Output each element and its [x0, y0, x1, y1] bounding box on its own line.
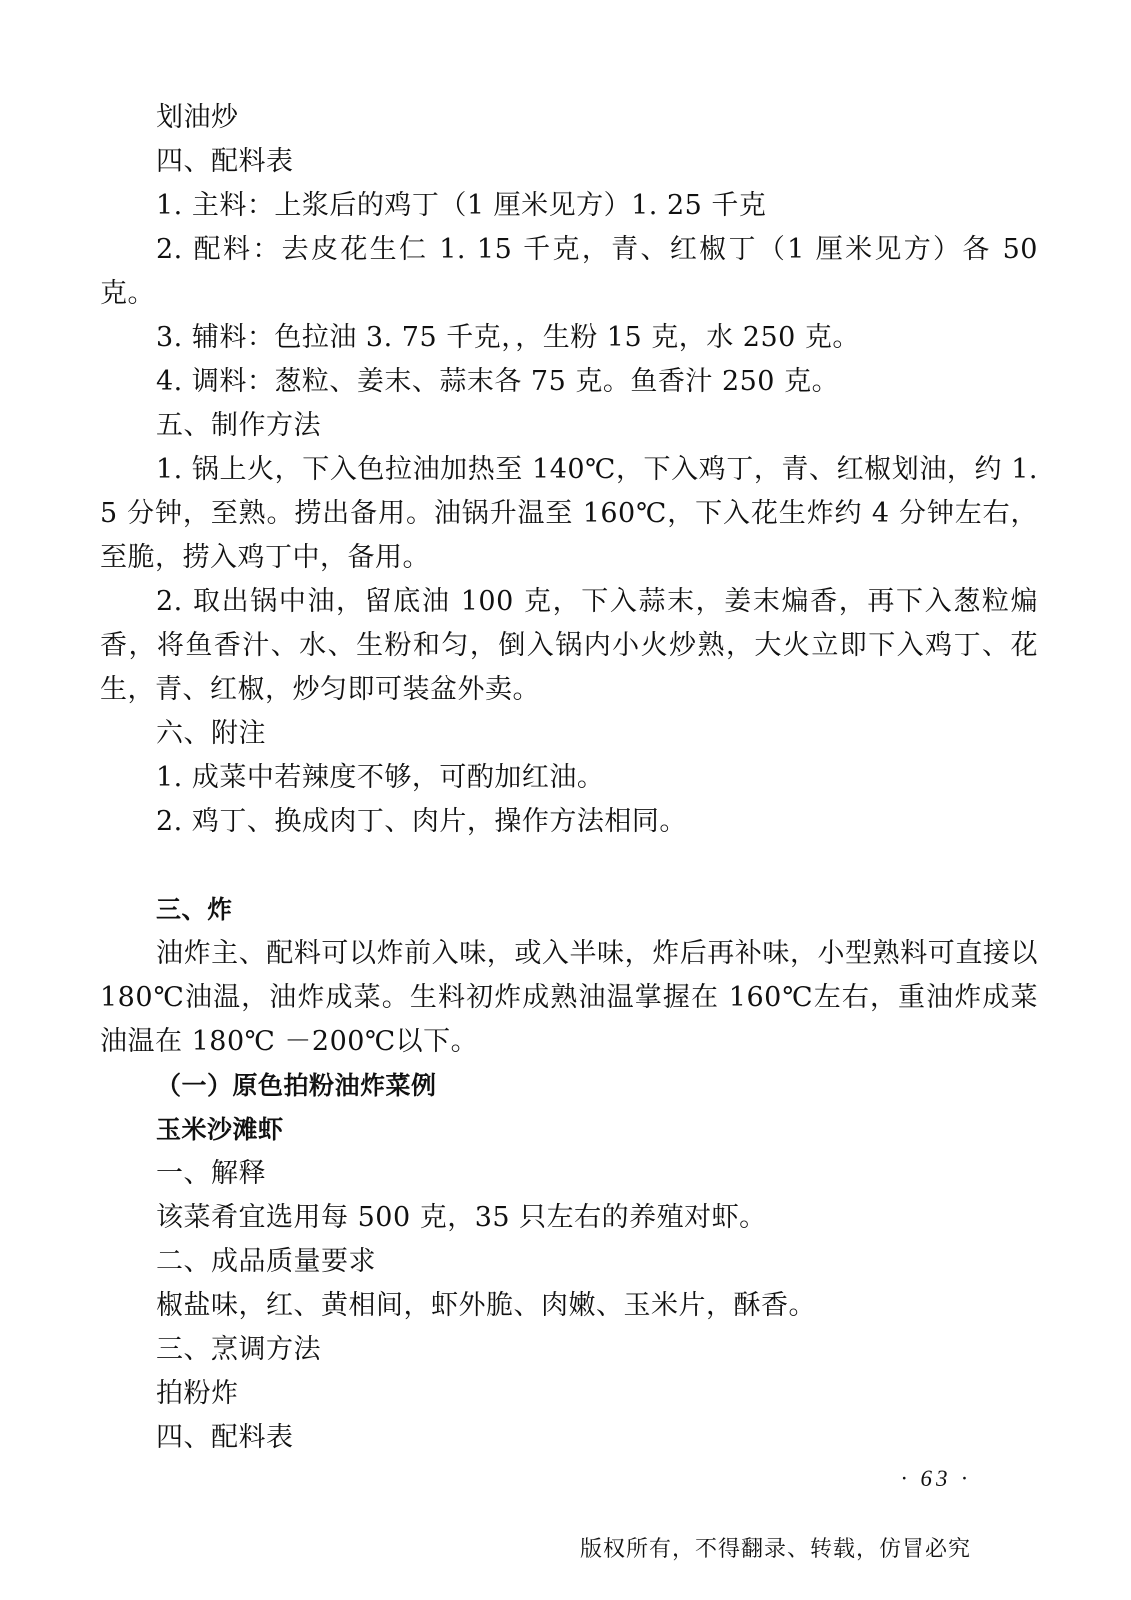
auxiliary-ingredient: 3. 辅料：色拉油 3. 75 千克，，生粉 15 克，水 250 克。: [156, 322, 860, 353]
note-2: 2. 鸡丁、换成肉丁、肉片，操作方法相同。: [156, 806, 687, 837]
secondary-ingredient: 2. 配料：去皮花生仁 1. 15 千克，青、红椒丁（1 厘米见方）各 50 克。: [100, 234, 1038, 309]
copyright-notice: 版权所有，不得翻录、转载，仿冒必究: [579, 1537, 971, 1562]
quality-text: 椒盐味，红、黄相间，虾外脆、肉嫩、玉米片，酥香。: [156, 1290, 816, 1321]
notes-heading: 六、附注: [156, 718, 266, 749]
note-1: 1. 成菜中若辣度不够，可酌加红油。: [156, 762, 605, 793]
ingredients-heading-2: 四、配料表: [156, 1422, 294, 1453]
method-step-1: 1. 锅上火，下入色拉油加热至 140℃，下入鸡丁，青、红椒划油，约 1. 5 分钟，至熟。捞出备用。油锅升温至 160℃，下入花生炸约 4 分钟左右，至脆，捞入鸡丁中，备用。: [100, 454, 1038, 573]
page-number: · 63 ·: [901, 1466, 971, 1491]
main-ingredient: 1. 主料：上浆后的鸡丁（1 厘米见方）1. 25 千克: [156, 190, 767, 221]
section-spacer: [100, 844, 1038, 888]
method-step-2: 2. 取出锅中油，留底油 100 克，下入蒜末，姜末煸香，再下入葱粒煸香，将鱼香汁、水、生粉和匀，倒入锅内小火炒熟，大火立即下入鸡丁、花生，青、红椒，炒匀即可装盆外卖。: [100, 586, 1038, 705]
section-heading-frying: 三、炸: [156, 895, 233, 924]
explain-heading: 一、解释: [156, 1158, 266, 1189]
quality-heading: 二、成品质量要求: [156, 1246, 376, 1277]
frying-intro: 油炸主、配料可以炸前入味，或入半味，炸后再补味，小型熟料可直接以 180℃油温，油炸成菜。生料初炸成熟油温掌握在 160℃左右，重油炸成菜油温在 180℃ －200℃以下。: [100, 938, 1038, 1057]
cooking-method: 拍粉炸: [156, 1378, 239, 1409]
seasoning: 4. 调料：葱粒、姜末、蒜末各 75 克。鱼香汁 250 克。: [156, 366, 840, 397]
subsection-heading: （一）原色拍粉油炸菜例: [156, 1071, 437, 1100]
page-content: [100, 96, 1038, 1460]
cooking-method-line: 划油炒: [156, 102, 239, 133]
method-heading: 五、制作方法: [156, 410, 321, 441]
cooking-heading: 三、烹调方法: [156, 1334, 321, 1365]
explain-text: 该菜肴宜选用每 500 克，35 只左右的养殖对虾。: [156, 1202, 767, 1233]
ingredients-heading: 四、配料表: [156, 146, 294, 177]
dish-title: 玉米沙滩虾: [156, 1115, 284, 1144]
